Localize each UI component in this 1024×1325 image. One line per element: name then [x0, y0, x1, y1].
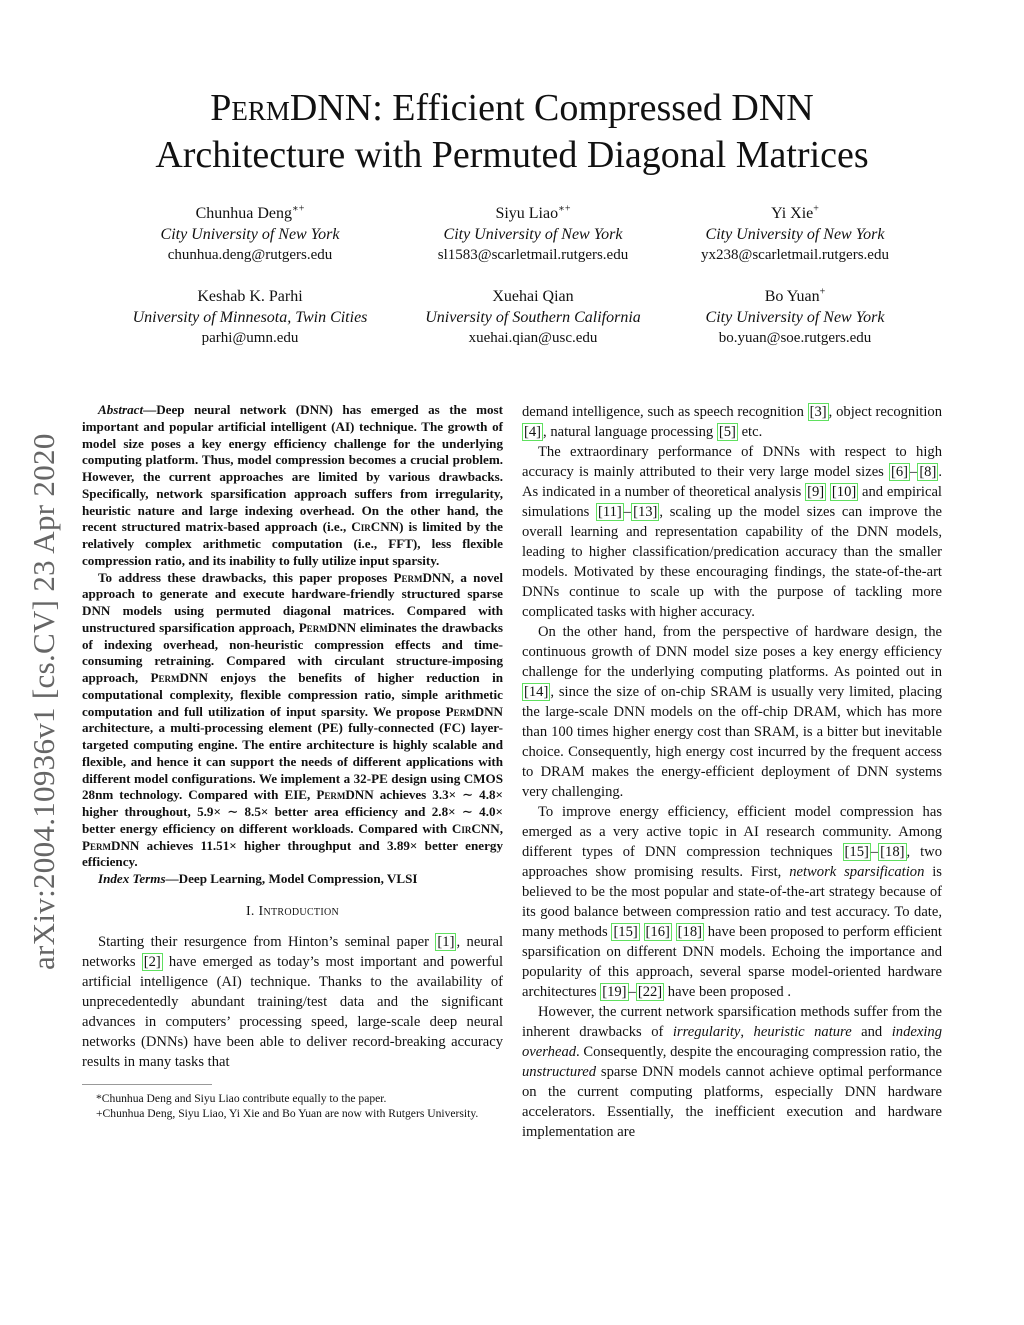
permdnn-term: PermDNN	[82, 837, 140, 853]
citation-link[interactable]: [19]	[602, 984, 627, 1000]
abstract-text: achieves 3.3× ∼ 4.8× higher throughout, 5.9× ∼ 8.5× better area efficiency and 2.8× ∼ 4.0× better energy efficiency on different workloads. Compared with	[82, 787, 503, 836]
index-terms-text: —Deep Learning, Model Compression, VLSI	[165, 871, 418, 886]
author-affiliation: City University of New York	[443, 226, 623, 243]
permdnn-term: PermDNN	[316, 787, 374, 803]
body-text: have emerged as today’s most important and powerful artificial intelligence (AI) technique. Thanks to the availability of unprecedentedly abundant training/test data and the significant advances in computers’ processing speed, large-scale deep neural networks (DNNs) have been able to deliver record-breaking accuracy results in many tasks that	[82, 953, 503, 1070]
author-block	[100, 286, 400, 349]
emphasis-text: irregularity	[672, 1024, 741, 1040]
body-text: –	[628, 984, 636, 1000]
title-line-1	[60, 85, 964, 132]
footnote-1: *Chunhua Deng and Siyu Liao contribute equally to the paper.	[96, 1091, 387, 1105]
body-text: sparse DNN models cannot achieve optimal performance on the current computing platforms, especially DNN hardware accelerators. Essentially, the inefficient execution and hardware implementation are	[522, 1064, 942, 1140]
abstract-text: enjoys the benefits of higher reduction in computational complexity, flexible compression ratio, simple arithmetic computation and full utilization of input sparsity. We propose	[82, 670, 503, 719]
author-email: chunhua.deng@rutgers.edu	[167, 247, 333, 263]
author-name: Bo Yuan	[764, 288, 820, 305]
citation-link[interactable]: [18]	[677, 924, 702, 940]
body-text: , scaling up the model sizes can improve the overall learning and representation capability of the DNN models, leading to higher classification/predication accuracy than the smaller models. Motivated by these encouraging findings, the state-of-the-art DNNs continue to scale up with the purpose of tackling more complicated tasks with higher accuracy.	[522, 504, 942, 620]
footnote-2: +Chunhua Deng, Siyu Liao, Yi Xie and Bo Yuan are now with Rutgers University.	[96, 1106, 479, 1120]
title-permdnn: PermDNN	[210, 87, 373, 129]
body-text: and empirical simulations	[522, 484, 942, 520]
author-block	[383, 286, 683, 349]
author-block	[383, 203, 683, 266]
permdnn-term: PermDNN	[150, 670, 208, 685]
title-line-2: Architecture with Permuted Diagonal Matrices	[155, 134, 869, 176]
footnote-rule	[82, 1084, 212, 1085]
author-name: Yi Xie	[771, 205, 814, 222]
body-text: However, the current network sparsification methods suffer from the inherent drawbacks of	[522, 1004, 942, 1040]
body-text: –	[623, 504, 632, 520]
body-text: , neural networks	[82, 933, 504, 970]
permdnn-term: PermDNN	[393, 569, 451, 585]
citation-link[interactable]: [8]	[919, 464, 937, 480]
body-text: , two approaches show promising results. First,	[522, 844, 943, 880]
body-text: etc.	[737, 424, 763, 440]
emphasis-text: network sparsification	[789, 864, 925, 880]
body-text: ,	[740, 1024, 754, 1040]
abstract-paragraph-2	[82, 570, 503, 872]
author-sup: ∗+	[292, 203, 305, 215]
author-sup: ∗+	[558, 203, 571, 215]
title-line1-rest: : Efficient Compressed DNN	[372, 87, 814, 129]
body-text: The extraordinary performance of DNNs with respect to high accuracy is mainly attributed to their very large model sizes	[522, 444, 942, 480]
left-column	[82, 402, 503, 1121]
citation-link[interactable]: [2]	[143, 953, 161, 970]
emphasis-text: heuristic nature	[753, 1024, 852, 1040]
section-heading-introduction: I. Introduction	[245, 903, 340, 919]
body-paragraph-2	[522, 442, 942, 622]
body-text: , object recognition	[828, 404, 942, 420]
author-affiliation: City University of New York	[160, 226, 340, 243]
author-email: sl1583@scarletmail.rutgers.edu	[437, 247, 629, 263]
body-text: Starting their resurgence from Hinton’s seminal paper	[98, 933, 436, 950]
author-email: bo.yuan@soe.rutgers.edu	[718, 330, 872, 346]
index-terms	[82, 871, 503, 888]
author-sup: +	[813, 203, 819, 215]
author-block	[645, 203, 945, 266]
circnn-term: CirCNN	[451, 820, 500, 836]
author-affiliation: University of Minnesota, Twin Cities	[132, 309, 368, 326]
abstract-text: —Deep neural network (DNN) has emerged as the most important and popular artificial intelligent (AI) technique. The growth of model size poses a key energy efficiency challenge for the underlying computing platform. Thus, model compression becomes a crucial problem. However, the current approaches are limited by various drawbacks. Specifically, network sparsification approach suffers from irregularity, heuristic nature and large indexing overhead. On the other hand, the recent structured matrix-based approach (i.e.,	[82, 402, 503, 535]
body-text: is believed to be the most popular and state-of-the-art strategy because of its good balance between compression ratio and test accuracy. To date, many methods	[522, 864, 942, 940]
author-email: yx238@scarletmail.rutgers.edu	[701, 247, 889, 263]
author-name: Siyu Liao	[495, 205, 559, 222]
citation-link[interactable]: [1]	[437, 933, 455, 950]
body-paragraph-5	[522, 1002, 942, 1142]
abstract-text: architecture, a multi-processing element (PE) fully-connected (FC) layer-targeted computing engine. The entire architecture is highly scalable and flexible, and hence it can support the needs of different applications with different model configurations. We implement a 32-PE design using CMOS 28nm technology. Compared with EIE,	[82, 720, 503, 803]
right-column	[522, 402, 942, 1142]
author-name: Chunhua Deng	[195, 205, 292, 222]
arxiv-side-label	[24, 350, 64, 970]
body-text: , since the size of on-chip SRAM is usually very limited, placing the large-scale DNN models on the off-chip DRAM, which has more than 100 times higher energy cost than SRAM, is a bitter but inevitable choice. Consequently, high energy cost incurred by the frequent access to DRAM makes the energy-efficient deployment of DNN systems very challenging.	[522, 684, 942, 800]
body-text: and	[851, 1024, 892, 1040]
abstract-label: Abstract	[98, 402, 144, 417]
author-affiliation: City University of New York	[705, 309, 885, 326]
citation-link[interactable]: [10]	[831, 484, 857, 500]
citation-link[interactable]: [5]	[718, 424, 736, 440]
body-text: –	[910, 464, 918, 480]
body-text: On the other hand, from the perspective of hardware design, the continuous growth of DNN model size poses a key energy efficiency challenge for the underlying computing platforms. As pointed out in	[522, 624, 942, 680]
citation-link[interactable]: [11]	[598, 504, 622, 520]
intro-paragraph-1	[82, 932, 503, 1072]
body-text: . As indicated in a number of theoretical analysis	[522, 464, 942, 500]
body-paragraph-4	[522, 802, 942, 1002]
author-email: xuehai.qian@usc.edu	[468, 330, 598, 346]
citation-link[interactable]: [4]	[524, 424, 542, 440]
author-email: parhi@umn.edu	[201, 330, 299, 346]
author-affiliation: University of Southern California	[425, 309, 641, 326]
body-text: demand intelligence, such as speech recognition	[522, 404, 808, 420]
body-text: –	[870, 844, 879, 860]
citation-link[interactable]: [13]	[633, 504, 658, 520]
author-block	[645, 286, 945, 349]
body-text: To improve energy efficiency, efficient model compression has emerged as a very active topic in AI research community. Among different types of DNN compression techniques	[522, 804, 942, 860]
index-terms-label: Index Terms	[98, 871, 166, 886]
citation-link[interactable]: [6]	[890, 464, 909, 480]
citation-link[interactable]: [15]	[613, 924, 638, 940]
author-block	[100, 203, 400, 266]
paper-title	[60, 85, 964, 179]
citation-link[interactable]: [9]	[807, 484, 825, 500]
circnn-term: CirCNN	[351, 519, 400, 535]
body-text: , natural language processing	[543, 424, 717, 440]
abstract-text: To address these drawbacks, this paper proposes	[98, 569, 394, 585]
body-paragraph-continued	[522, 402, 942, 442]
permdnn-term: PermDNN	[445, 703, 503, 719]
emphasis-text: indexing overhead	[522, 1024, 942, 1060]
author-sup: +	[819, 286, 826, 298]
author-name: Keshab K. Parhi	[197, 288, 303, 305]
citation-link[interactable]: [3]	[809, 404, 827, 420]
emphasis-text: unstructured	[522, 1064, 597, 1080]
body-text: have been proposed to perform efficient sparsification on different DNN models. Echoing the importance and popularity of this approach, several sparse model-oriented hardware architectures	[522, 924, 942, 1000]
arxiv-identifier: arXiv:2004.10936v1 [cs.CV] 23 Apr 2020	[26, 433, 61, 970]
citation-link[interactable]: [15]	[844, 844, 869, 860]
abstract-text: , a novel approach to generate and execute hardware-friendly structured sparse DNN models using permuted diagonal matrices. Compared with unstructured sparsification approach,	[82, 569, 503, 635]
abstract-text: ) is limited by the relatively complex arithmetic computation (i.e., FFT), less flexible compression ratio, and its inability to fully utilize input sparsity.	[82, 519, 503, 568]
citation-link[interactable]: [22]	[637, 984, 663, 1000]
citation-link[interactable]: [18]	[880, 844, 905, 860]
body-text: have been proposed .	[664, 984, 791, 1000]
permdnn-term: PermDNN	[298, 619, 357, 635]
abstract-paragraph-1	[82, 402, 503, 570]
citation-link[interactable]: [14]	[524, 684, 549, 700]
abstract-text: ,	[499, 820, 503, 836]
body-paragraph-3	[522, 622, 942, 802]
author-name: Xuehai Qian	[492, 288, 574, 305]
citation-link[interactable]: [16]	[645, 924, 670, 940]
author-affiliation: City University of New York	[705, 226, 885, 243]
abstract-text: achieves 11.51× higher throughput and 3.89× better energy efficiency.	[82, 837, 503, 870]
body-text: . Consequently, despite the encouraging compression ratio, the	[576, 1044, 942, 1060]
abstract-text: eliminates the drawbacks of indexing overhead, non-heuristic compression effects and time-consuming retraining. Compared with circulant structure-imposing approach,	[82, 619, 504, 685]
